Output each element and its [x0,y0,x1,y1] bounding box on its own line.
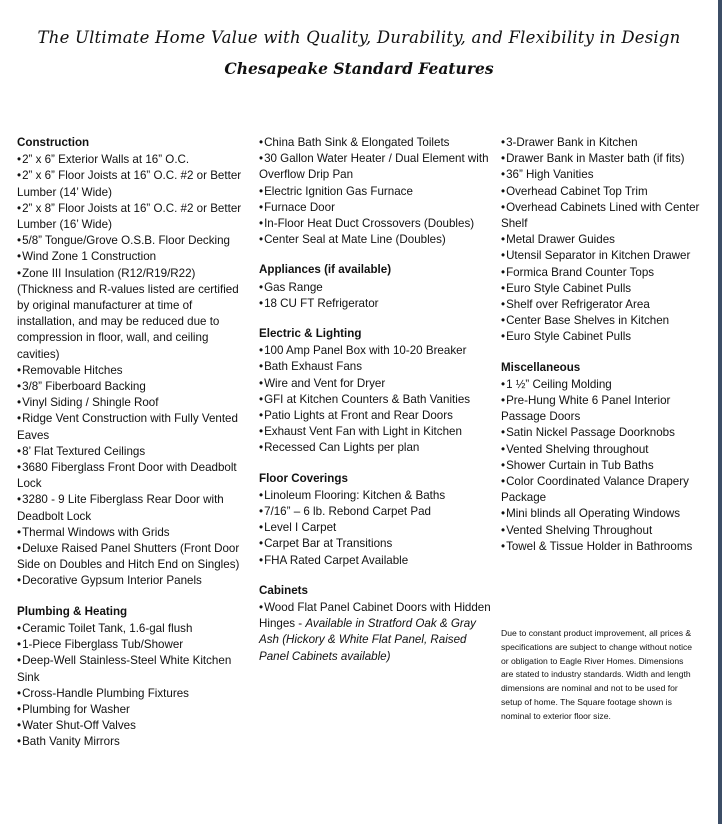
feature-item-text: 3/8” Fiberboard Backing [22,380,146,394]
feature-item-text: Water Shut-Off Valves [22,719,136,733]
bullet-icon: • [17,153,22,167]
section-title: Cabinets [259,583,308,597]
bullet-icon: • [259,233,264,247]
feature-item-text: 3280 - 9 Lite Fiberglass Rear Door with Deadbolt Lock [17,493,224,523]
disclaimer-text: Due to constant product improvement, all prices & specifications are subject to change without notice or obligation to Eagle River Homes. Dimensions are stated to industry standards. Width and length dimensions are nominal and not to be used for setup of home. The Square footage shown is nominal to exterior floor size. [501,628,693,721]
bullet-icon: • [259,553,264,567]
feature-item [259,553,491,569]
feature-item [17,444,245,460]
feature-item-text: Utensil Separator in Kitchen Drawer [506,249,691,263]
bullet-icon: • [259,200,264,214]
feature-item-text: Satin Nickel Passage Doorknobs [506,426,675,440]
bullet-icon: • [17,574,22,588]
feature-section [501,360,701,555]
feature-section [501,135,701,346]
bullet-icon: • [501,136,506,149]
feature-item [17,249,245,265]
bullet-icon: • [17,621,22,635]
feature-item [259,424,491,440]
feature-item [501,248,701,264]
feature-item-text: Vented Shelving Throughout [506,523,653,537]
bullet-icon: • [17,396,22,410]
bullet-icon: • [501,200,506,214]
feature-item-text: Center Seal at Mate Line (Doubles) [264,233,446,247]
feature-item [501,474,701,506]
page-edge-bar [718,0,722,824]
feature-item-text: Vinyl Siding / Shingle Roof [22,396,159,410]
feature-item-text: Deep-Well Stainless-Steel White Kitchen Sink [17,654,232,684]
bullet-icon: • [259,409,264,423]
bullet-icon: • [259,360,264,374]
bullet-icon: • [17,169,22,183]
feature-item-text: Furnace Door [264,200,335,214]
feature-item [501,425,701,441]
feature-item-text: Color Coordinated Valance Drapery Package [501,475,689,505]
feature-item [259,504,491,520]
feature-item-text: 1 ½” Ceiling Molding [506,377,612,391]
bullet-icon: • [501,330,506,344]
section-title: Plumbing & Heating [17,604,128,618]
bullet-icon: • [259,505,264,519]
feature-item-text: 30 Gallon Water Heater / Dual Element with Overflow Drip Pan [259,152,489,182]
section-title: Floor Coverings [259,471,348,485]
bullet-icon: • [259,296,264,310]
column-1 [17,135,245,765]
feature-item [501,265,701,281]
feature-item-text: 18 CU FT Refrigerator [264,296,379,310]
feature-item [259,151,491,183]
feature-item-text: Euro Style Cabinet Pulls [506,281,632,295]
feature-item [501,167,701,183]
bullet-icon: • [501,394,506,408]
feature-item-text: Drawer Bank in Master bath (if fits) [506,152,685,166]
bullet-icon: • [501,475,506,489]
feature-item [17,363,245,379]
section-title: Appliances (if available) [259,263,392,277]
feature-item [17,168,245,200]
feature-item-text: Overhead Cabinet Top Trim [506,184,648,198]
feature-item [501,442,701,458]
feature-item [17,266,245,363]
feature-item [17,653,245,685]
feature-item [17,460,245,492]
bullet-icon: • [259,376,264,390]
feature-item [501,506,701,522]
feature-item-text: Wire and Vent for Dryer [264,376,386,390]
feature-item [501,232,701,248]
bullet-icon: • [259,217,264,231]
feature-item [17,492,245,524]
feature-item-text: Ceramic Toilet Tank, 1.6-gal flush [22,621,193,635]
feature-item-text: 5/8” Tongue/Grove O.S.B. Floor Decking [22,234,230,248]
feature-item [259,520,491,536]
feature-item-text: Euro Style Cabinet Pulls [506,330,632,344]
bullet-icon: • [501,152,506,166]
feature-item-text: Overhead Cabinets Lined with Center Shelf [501,200,700,231]
feature-item [501,281,701,297]
feature-item-text: Plumbing for Washer [22,702,130,716]
feature-section [259,471,491,569]
feature-item [17,718,245,734]
feature-item [17,201,245,233]
feature-item-text: In-Floor Heat Duct Crossovers (Doubles) [264,217,475,231]
bullet-icon: • [259,488,264,502]
bullet-icon: • [259,441,264,455]
bullet-icon: • [259,537,264,551]
bullet-icon: • [501,523,506,537]
bullet-icon: • [17,686,22,700]
bullet-icon: • [501,507,506,521]
feature-item [17,734,245,750]
feature-item-text: Linoleum Flooring: Kitchen & Baths [264,488,446,502]
bullet-icon: • [17,735,22,749]
column-3 [501,135,701,569]
bullet-icon: • [17,719,22,733]
feature-item [17,621,245,637]
feature-item [17,573,245,589]
bullet-icon: • [501,539,506,553]
feature-item [501,151,701,167]
feature-item [17,395,245,411]
feature-item-text: 2” x 6” Floor Joists at 16” O.C. #2 or Better Lumber (14’ Wide) [17,169,242,199]
bullet-icon: • [501,249,506,263]
feature-item-text: Carpet Bar at Transitions [264,537,393,551]
bullet-icon: • [501,298,506,312]
feature-item [17,686,245,702]
feature-item-text: 1-Piece Fiberglass Tub/Shower [22,638,184,652]
feature-item-text: 2” x 6” Exterior Walls at 16” O.C. [22,153,190,167]
feature-item-text: Cross-Handle Plumbing Fixtures [22,686,189,700]
feature-item [17,379,245,395]
bullet-icon: • [17,363,22,377]
feature-item-text: 7/16” – 6 lb. Rebond Carpet Pad [264,505,431,519]
feature-item-text: Electric Ignition Gas Furnace [264,184,413,198]
feature-item-text: Patio Lights at Front and Rear Doors [264,409,453,423]
bullet-icon: • [501,168,506,182]
feature-item [259,184,491,200]
section-title: Construction [17,136,90,149]
feature-section [17,604,245,751]
feature-item [259,600,491,665]
feature-item-text: Deluxe Raised Panel Shutters (Front Door Side on Doubles and Hitch End on Singles) [17,542,240,572]
feature-item-text: Shower Curtain in Tub Baths [506,458,654,472]
feature-item [17,411,245,443]
feature-item-text: Center Base Shelves in Kitchen [506,314,670,328]
bullet-icon: • [259,152,264,166]
bullet-icon: • [501,281,506,295]
feature-item [259,343,491,359]
feature-item [501,458,701,474]
feature-item-text: Recessed Can Lights per plan [264,441,420,455]
feature-item [259,232,491,248]
bullet-icon: • [17,638,22,652]
feature-item [501,539,701,555]
feature-item-text: 8’ Flat Textured Ceilings [22,444,146,458]
feature-item-text: Pre-Hung White 6 Panel Interior Passage Doors [501,394,671,424]
feature-item-text: Wood Flat Panel Cabinet Doors with Hidden Hinges - [259,601,491,631]
feature-item-text: 3680 Fiberglass Front Door with Deadbolt Lock [17,461,237,491]
feature-item-text: Removable Hitches [22,363,123,377]
feature-item-text: Exhaust Vent Fan with Light in Kitchen [264,425,462,439]
feature-item-text: GFI at Kitchen Counters & Bath Vanities [264,392,471,406]
page-title: The Ultimate Home Value with Quality, Durability, and Flexibility in Design [37,28,681,47]
page-subtitle: Chesapeake Standard Features [224,59,494,78]
feature-item [259,440,491,456]
bullet-icon: • [501,426,506,440]
feature-item [17,152,245,168]
feature-item-text: Mini blinds all Operating Windows [506,507,681,521]
feature-item-text: Wind Zone 1 Construction [22,250,157,264]
feature-item [259,536,491,552]
feature-item [17,541,245,573]
feature-item [17,702,245,718]
feature-item [501,135,701,151]
feature-item [501,329,701,345]
bullet-icon: • [17,702,22,716]
bullet-icon: • [259,601,264,615]
bullet-icon: • [17,380,22,394]
feature-item [259,216,491,232]
bullet-icon: • [259,521,264,535]
feature-item-text: Shelf over Refrigerator Area [506,298,650,312]
bullet-icon: • [17,444,22,458]
feature-item [501,523,701,539]
bullet-icon: • [501,184,506,198]
bullet-icon: • [259,392,264,406]
feature-item-text: 3-Drawer Bank in Kitchen [506,136,638,149]
feature-item-text: Thermal Windows with Grids [22,525,170,539]
feature-item-text: China Bath Sink & Elongated Toilets [264,136,450,149]
bullet-icon: • [501,314,506,328]
feature-item [259,200,491,216]
bullet-icon: • [259,184,264,198]
column-2 [259,135,491,679]
bullet-icon: • [259,136,264,149]
bullet-icon: • [259,425,264,439]
feature-item [501,377,701,393]
feature-section [259,135,491,248]
feature-item-text: 36” High Vanities [506,168,594,182]
feature-item-text: FHA Rated Carpet Available [264,553,409,567]
bullet-icon: • [501,377,506,391]
bullet-icon: • [17,201,22,215]
feature-item-text: Decorative Gypsum Interior Panels [22,574,202,588]
feature-item [259,408,491,424]
feature-item-text: Level I Carpet [264,521,337,535]
section-title: Electric & Lighting [259,327,362,341]
feature-item-text: Bath Vanity Mirrors [22,735,120,749]
feature-section [17,135,245,590]
feature-section [259,262,491,312]
feature-item [17,233,245,249]
feature-item [501,297,701,313]
bullet-icon: • [17,461,22,475]
bullet-icon: • [501,265,506,279]
bullet-icon: • [17,266,22,280]
bullet-icon: • [17,493,22,507]
feature-item-text: Metal Drawer Guides [506,233,615,247]
feature-item [17,637,245,653]
feature-item-text: Gas Range [264,280,323,294]
section-title: Miscellaneous [501,360,581,374]
feature-item-text: Towel & Tissue Holder in Bathrooms [506,539,693,553]
bullet-icon: • [17,412,22,426]
feature-item-text: Bath Exhaust Fans [264,360,363,374]
feature-item [501,393,701,425]
bullet-icon: • [17,654,22,668]
feature-item [259,488,491,504]
bullet-icon: • [17,250,22,264]
feature-item-text: 100 Amp Panel Box with 10-20 Breaker [264,344,467,358]
feature-item [259,296,491,312]
bullet-icon: • [259,344,264,358]
bullet-icon: • [17,542,22,556]
feature-item-text: Formica Brand Counter Tops [506,265,655,279]
feature-item [259,376,491,392]
feature-item-text: Zone III Insulation (R12/R19/R22) (Thickness and R-values listed are certified by original manufacturer at time of installation, and may be reduced due to compression in floor, wall, and ceiling cavities) [17,266,239,361]
feature-item-text: Ridge Vent Construction with Fully Vented Eaves [17,412,238,442]
bullet-icon: • [501,458,506,472]
feature-item-text: 2” x 8” Floor Joists at 16” O.C. #2 or Better Lumber (16’ Wide) [17,201,242,232]
feature-item [17,525,245,541]
feature-item [259,359,491,375]
bullet-icon: • [259,280,264,294]
bullet-icon: • [17,525,22,539]
feature-item [259,392,491,408]
feature-item [259,135,491,151]
cabinet-availability-note: Available in Stratford Oak & Gray Ash (Hickory & White Flat Panel, Raised Panel Cabinets available) [259,617,476,663]
feature-item [501,184,701,200]
bullet-icon: • [501,442,506,456]
bullet-icon: • [17,234,22,248]
feature-section [259,326,491,457]
feature-item [259,280,491,296]
feature-item-text: Vented Shelving throughout [506,442,649,456]
bullet-icon: • [501,233,506,247]
feature-item [501,313,701,329]
feature-item [501,200,701,232]
feature-section [259,583,491,665]
